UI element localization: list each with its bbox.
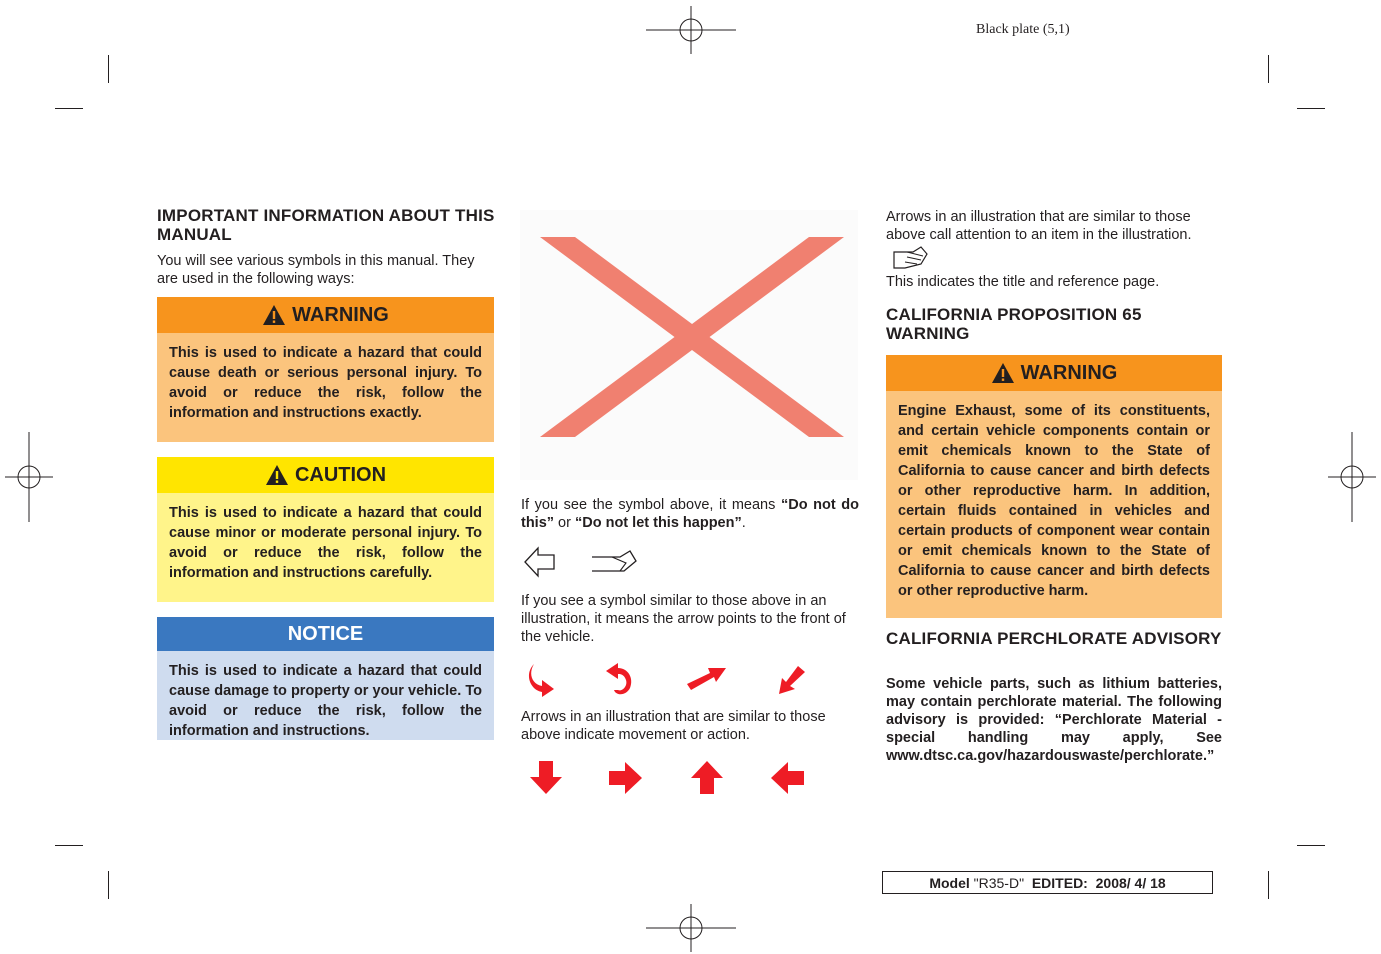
caution-box-header (157, 457, 494, 493)
perchlorate-body: Some vehicle parts, such as lithium batteries, may contain perchlorate material. The following advisory is provided: “Perchlorate Material - special handling may apply, See www.dtsc.ca.gov/hazardouswaste/perchlorate.” (886, 676, 1222, 764)
curved-arrow-down-icon (528, 662, 556, 698)
notice-title: NOTICE (287, 622, 364, 645)
pointing-hand-outline-icon (590, 549, 638, 575)
intro-text: You will see various symbols in this manual. They are used in the following ways: (157, 253, 475, 287)
prop65-warning-title: WARNING (1020, 361, 1118, 384)
warning-box-header (157, 297, 494, 333)
prop65-warning-header (886, 355, 1222, 391)
prop65-warning-triangle-icon (991, 362, 1015, 384)
arrow-down-icon (528, 760, 564, 796)
caution-title: CAUTION (294, 463, 387, 486)
curved-arrow-up-icon (604, 662, 634, 698)
diagonal-arrow-down-left-icon (776, 664, 806, 696)
attention-arrow-explanation: Arrows in an illustration that are similar to those above call attention to an item in the illustration. (886, 209, 1192, 243)
arrow-left-icon (770, 760, 806, 796)
page-heading: IMPORTANT INFORMATION ABOUT THIS MANUAL (157, 206, 495, 244)
arrow-up-icon (689, 760, 725, 796)
model-value: "R35-D" (973, 874, 1025, 891)
warning-triangle-icon (262, 304, 286, 326)
reference-explanation: This indicates the title and reference page. (886, 274, 1160, 290)
model-edited-footer (882, 871, 1213, 894)
movement-explanation: Arrows in an illustration that are similar to those above indicate movement or action. (521, 709, 826, 743)
prop65-warning-body: Engine Exhaust, some of its constituents, and certain vehicle components contain or emit chemicals known to the State of California to cause cancer and birth defects or other reproductive harm. In addition, certain fluids contained in vehicles and certain products of component wear contain or emit chemicals known to the State of California to cause cancer and birth defects or other reproductive harm. (886, 391, 1222, 618)
diagonal-arrow-up-right-icon (686, 664, 728, 692)
warning-box-body: This is used to indicate a hazard that could cause death or serious personal injury. To avoid or reduce the risk, follow the information and instructions exactly. (157, 333, 494, 442)
do-not-x-symbol (520, 210, 858, 480)
notice-box-body: This is used to indicate a hazard that could cause damage to property or your vehicle. To avoid or reduce the risk, follow the information and instructions. (157, 651, 494, 740)
edited-label: EDITED: (1031, 874, 1088, 891)
registration-mark-bottom (646, 904, 736, 952)
caution-box-body: This is used to indicate a hazard that could cause minor or moderate personal injury. To avoid or reduce the risk, follow the information and instructions carefully. (157, 493, 494, 602)
notice-box-header (157, 617, 494, 651)
edited-value: 2008/ 4/ 18 (1095, 874, 1166, 891)
reference-hand-icon (893, 246, 929, 270)
prop65-heading: CALIFORNIA PROPOSITION 65 WARNING (886, 305, 1142, 343)
perchlorate-heading: CALIFORNIA PERCHLORATE ADVISORY (886, 629, 1222, 648)
registration-mark-top (646, 6, 736, 54)
do-not-explanation: If you see the symbol above, it means “Do not do this” or “Do not let this happen”. (521, 497, 859, 531)
front-outline-arrow-icon (523, 545, 557, 579)
front-arrow-explanation: If you see a symbol similar to those above in an illustration, it means the arrow points to the front of the vehicle. (521, 593, 846, 645)
model-label: Model (929, 874, 970, 891)
registration-mark-right (1328, 432, 1376, 522)
registration-mark-left (5, 432, 53, 522)
plate-label: Black plate (5,1) (976, 22, 1070, 37)
arrow-right-icon (608, 760, 644, 796)
warning-title: WARNING (292, 303, 389, 326)
caution-triangle-icon (265, 464, 289, 486)
